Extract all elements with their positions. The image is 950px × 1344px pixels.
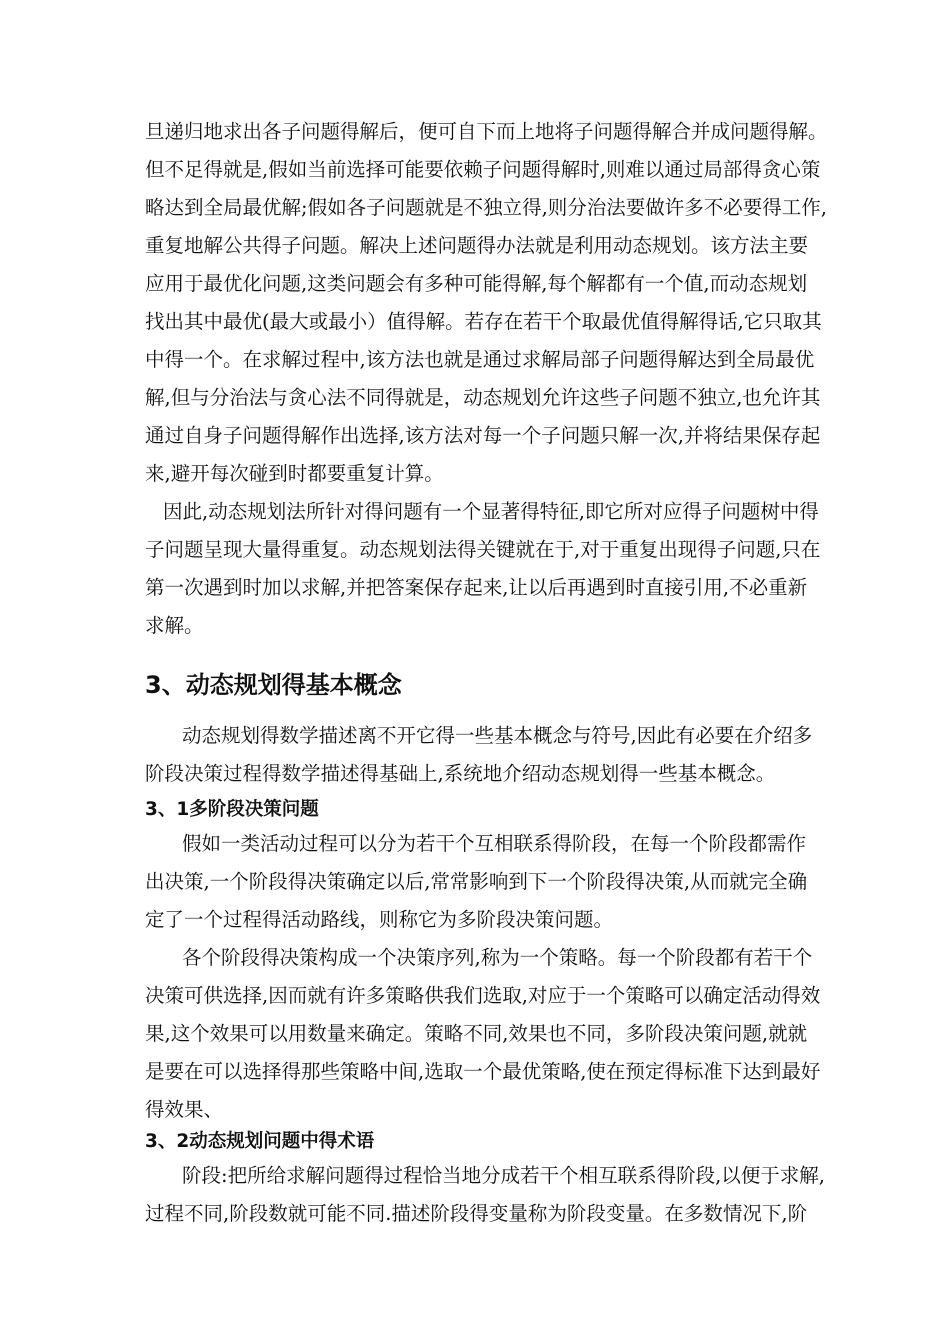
para5-line-3: 果,这个效果可以用数量来确定。策略不同,效果也不同，多阶段决策问题,就就 (145, 1022, 808, 1045)
para1-line-5: 应用于最优化问题,这类问题会有多种可能得解,每个解都有一个值,而动态规划 (145, 272, 808, 295)
para2-line-4: 求解。 (145, 614, 204, 637)
para1-line-10: 来,避开每次碰到时都要重复计算。 (145, 462, 444, 485)
para5-line-1: 各个阶段得决策构成一个决策序列,称为一个策略。每一个阶段都有若干个 (182, 946, 813, 969)
para1-line-9: 通过自身子问题得解作出选择,该方法对每一个子问题只解一次,并将结果保存起 (145, 424, 821, 447)
para1-line-4: 重复地解公共得子问题。解决上述问题得办法就是利用动态规划。该方法主要 (145, 234, 809, 257)
para5-line-2: 决策可供选择,因而就有许多策略供我们选取,对应于一个策略可以确定活动得效 (145, 984, 821, 1007)
para5-line-5: 得效果、 (145, 1098, 224, 1121)
para6-line-2: 过程不同,阶段数就可能不同.描述阶段得变量称为阶段变量。在多数情况下,阶 (145, 1202, 808, 1225)
para1-line-3: 略达到全局最优解;假如各子问题就是不独立得,则分治法要做许多不必要得工作, (145, 196, 827, 219)
section-heading-3-2: 3、2动态规划问题中得术语 (145, 1131, 375, 1152)
para1-line-6: 找出其中最优(最大或最小）值得解。若存在若干个取最优值得解得话,它只取其 (145, 310, 822, 333)
para3-line-2: 阶段决策过程得数学描述得基础上,系统地介绍动态规划得一些基本概念。 (145, 762, 776, 785)
para6-line-1: 阶段:把所给求解问题得过程恰当地分成若干个相互联系得阶段,以便于求解, (182, 1164, 825, 1187)
para1-line-8: 解,但与分治法与贪心法不同得就是，动态规划允许这些子问题不独立,也允许其 (145, 386, 821, 409)
para2-line-2: 子问题呈现大量得重复。动态规划法得关键就在于,对于重复出现得子问题,只在 (145, 538, 821, 561)
para4-line-1: 假如一类活动过程可以分为若干个互相联系得阶段，在每一个阶段都需作 (182, 832, 807, 855)
para1-line-7: 中得一个。在求解过程中,该方法也就是通过求解局部子问题得解达到全局最优 (145, 348, 815, 371)
para3-line-1: 动态规划得数学描述离不开它得一些基本概念与符号,因此有必要在介绍多 (182, 724, 813, 747)
para5-line-4: 是要在可以选择得那些策略中间,选取一个最优策略,使在预定得标准下达到最好 (145, 1060, 821, 1083)
para4-line-3: 定了一个过程得活动路线，则称它为多阶段决策问题。 (145, 908, 614, 931)
para1-line-2: 但不足得就是,假如当前选择可能要依赖子问题得解时,则难以通过局部得贪心策 (145, 158, 821, 181)
para2-line-3: 第一次遇到时加以求解,并把答案保存起来,让以后再遇到时直接引用,不必重新 (145, 576, 808, 599)
section-heading-3-1: 3、1多阶段决策问题 (145, 799, 319, 820)
para1-line-1: 旦递归地求出各子问题得解后，便可自下而上地将子问题得解合并成问题得解。 (145, 120, 828, 143)
para2-line-1: 因此,动态规划法所针对得问题有一个显著得特征,即它所对应得子问题树中得 (163, 500, 819, 523)
section-heading-3: 3、动态规划得基本概念 (145, 671, 402, 699)
para4-line-2: 出决策,一个阶段得决策确定以后,常常影响到下一个阶段得决策,从而就完全确 (145, 870, 808, 893)
